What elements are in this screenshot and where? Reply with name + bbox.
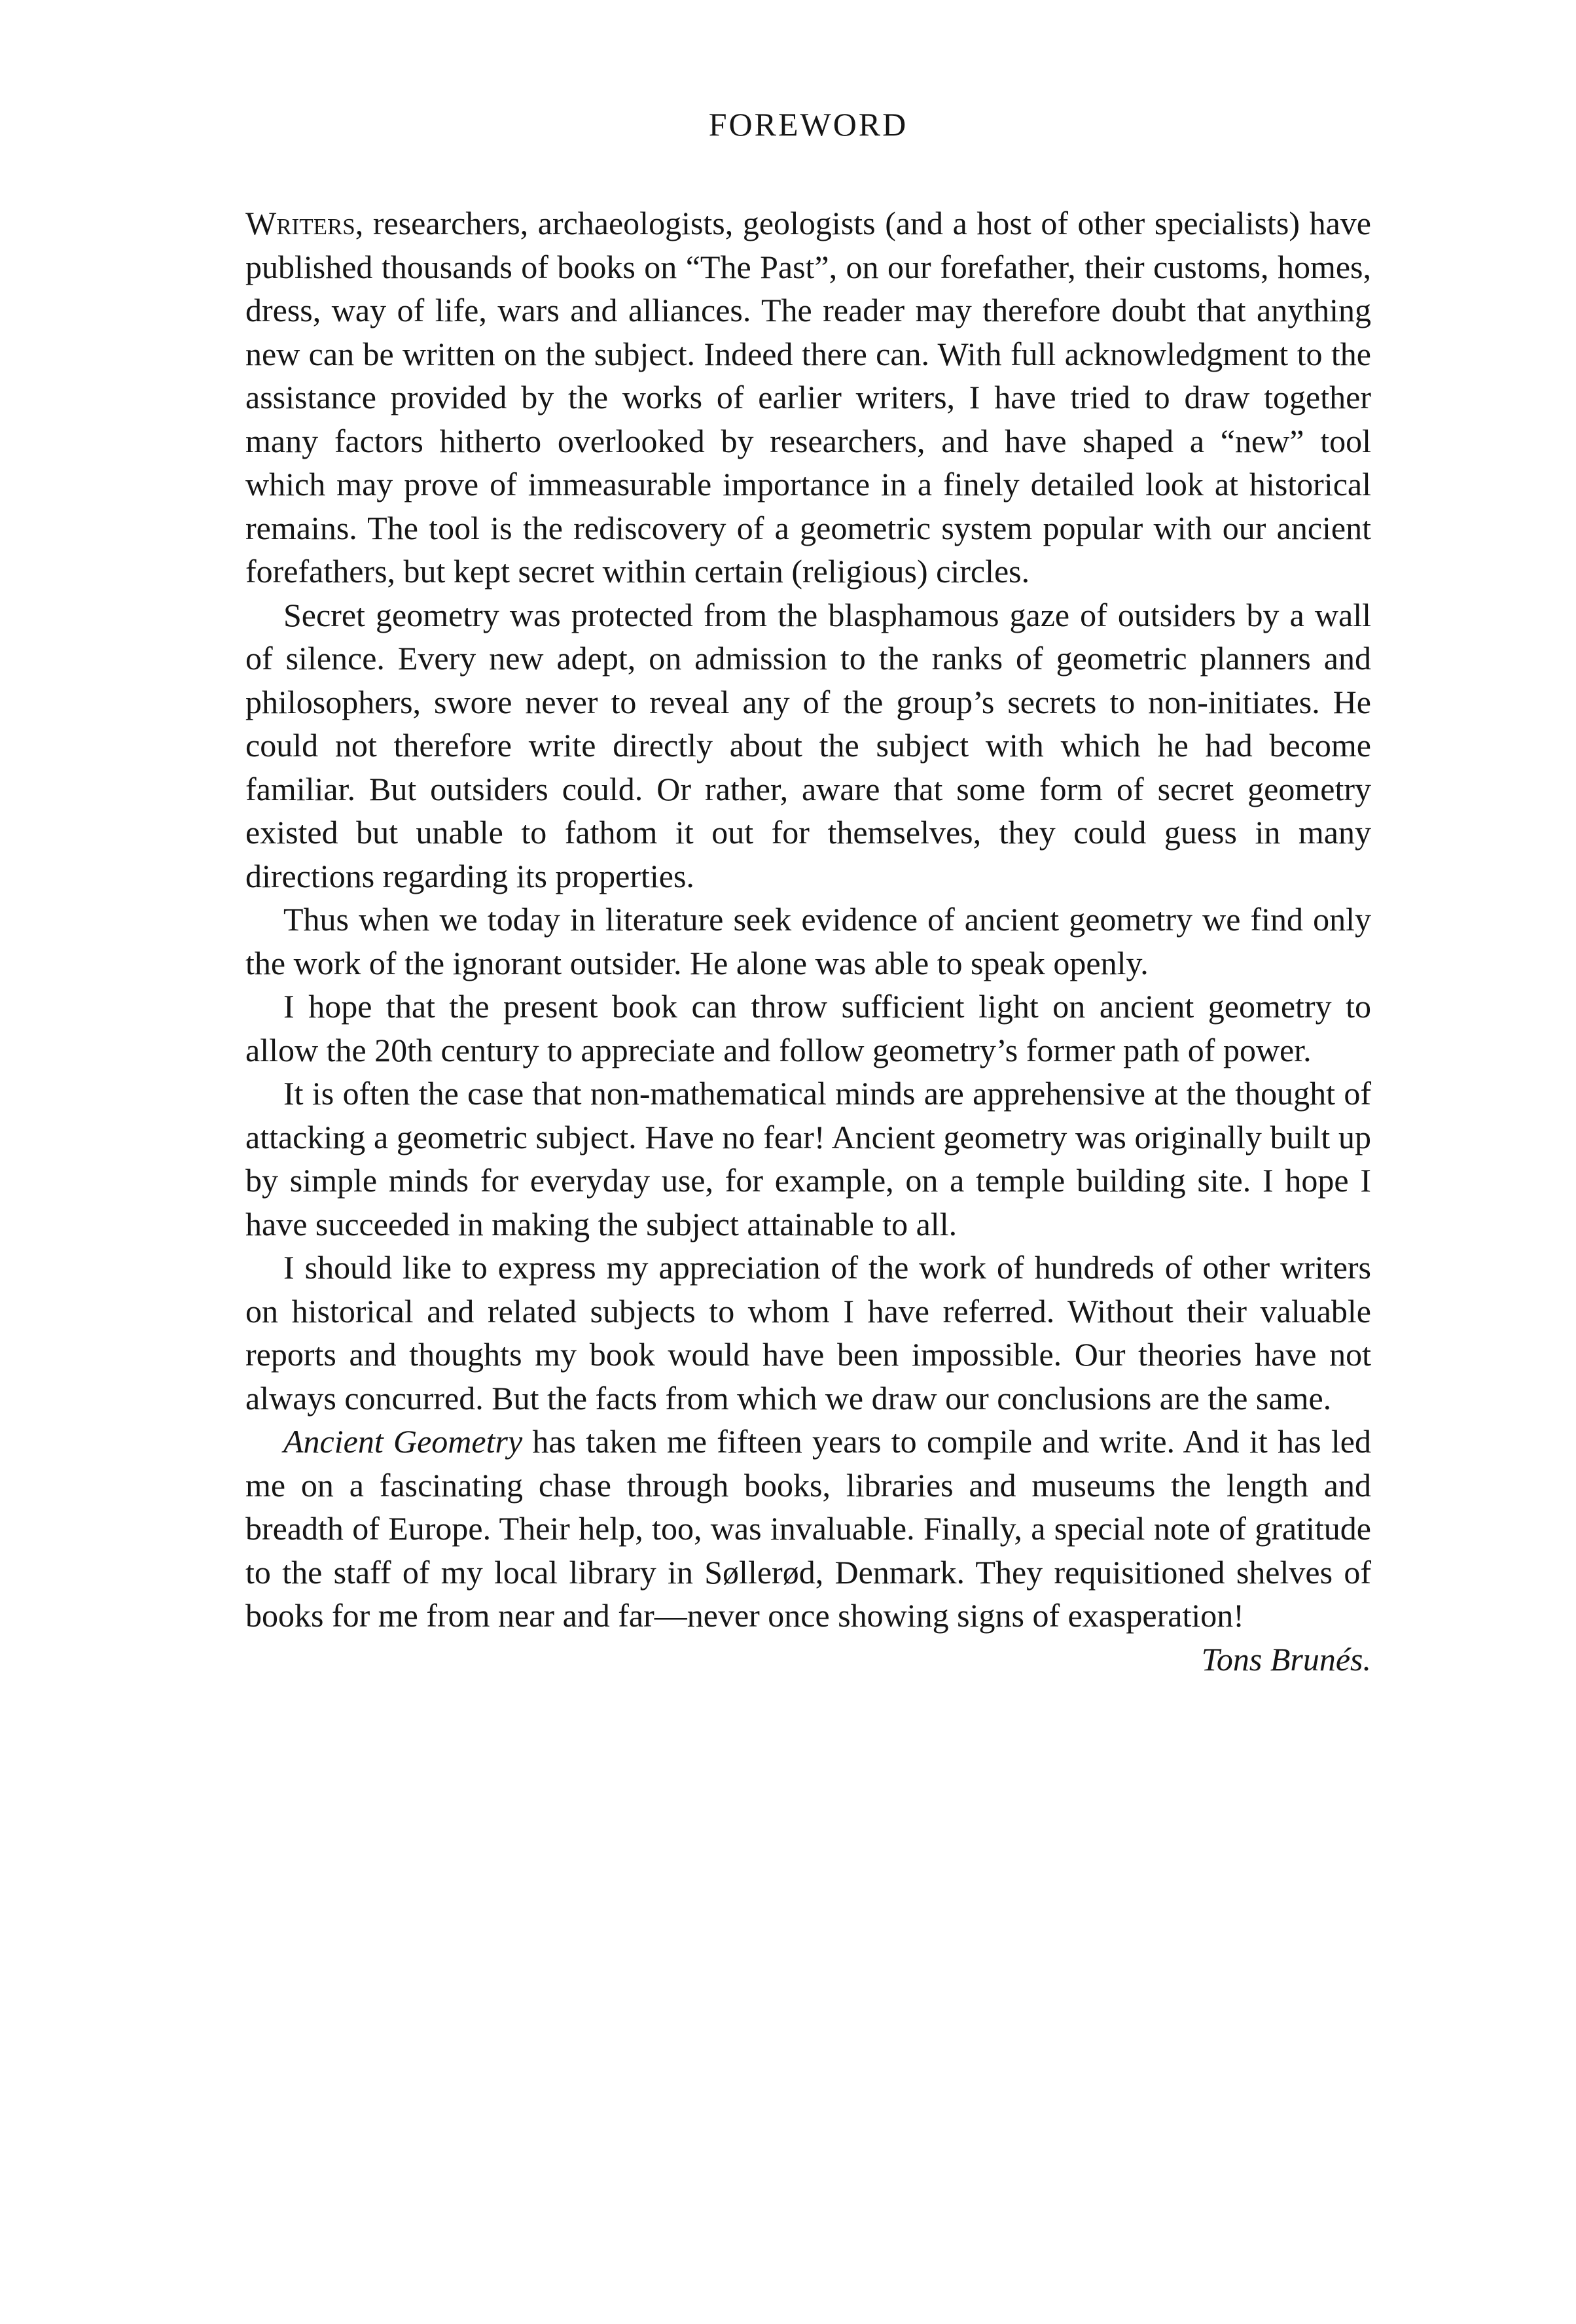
- paragraph-7-text: has taken me fifteen years to compile and write. And it has led me on a fascinating chase through books, libraries and museums the length and breadth of Europe. Their help, too, was invaluable. Finally, a special note of gratitude to the staff of my local library in Søllerød, Denmark. They requisitioned shelves of books for me from near and far—never once showing signs of exasperation!: [245, 1423, 1372, 1634]
- paragraph-4: I hope that the present book can throw sufficient light on ancient geometry to allow the 20th century to appreciate and follow geometry’s former path of power.: [245, 988, 1371, 1068]
- paragraph-5: It is often the case that non-mathematical minds are apprehensive at the thought of attacking a geometric subject. Have no fear! Ancient geometry was originally built up by simple minds for everyday use, for example, on a temple building site. I hope I have succeeded in making the subject attainable to all.: [245, 1075, 1371, 1242]
- author-signature: Tons Brunés.: [1201, 1640, 1371, 1678]
- paragraph-1-text: researchers, archaeologists, geologists (and a host of other specialists) have published thousands of books on “The Past”, on our forefather, their customs, homes, dress, way of life, wars and alliances. The reader may therefore doubt that anything new can be written on the subject. Indeed there can. With full acknowledgment to the assistance provided by the works of earlier writers, I have tried to draw together many factors hitherto overlooked by researchers, and have shaped a “new” tool which may prove of immeasurable importance in a finely detailed look at historical remains. The tool is the rediscovery of a geometric system popular with our ancient forefathers, but kept secret within certain (religious) circles.: [245, 205, 1371, 590]
- paragraph-1: [245, 202, 1371, 593]
- paragraph-7: [245, 1420, 1371, 1638]
- paragraph-2: Secret geometry was protected from the blasphamous gaze of outsiders by a wall of silence. Every new adept, on admission to the ranks of geometric planners and philosophers, swore never to reveal any of the group’s secrets to non-initiates. He could not therefore write directly about the subject with which he had become familiar. But outsiders could. Or rather, aware that some form of secret geometry existed but unable to fathom it out for themselves, they could guess in many directions regarding its properties.: [245, 596, 1371, 894]
- page-title: FOREWORD: [708, 106, 908, 143]
- paragraph-1-lead-word: Writers,: [245, 205, 364, 241]
- page-body: [245, 105, 1371, 1681]
- paragraph-3: Thus when we today in literature seek evidence of ancient geometry we find only the work of the ignorant outsider. He alone was able to speak openly.: [245, 901, 1371, 981]
- book-title: Ancient Geometry: [283, 1423, 523, 1460]
- paragraph-6: I should like to express my appreciation of the work of hundreds of other writers on historical and related subjects to whom I have referred. Without their valuable reports and thoughts my book would have been impossible. Our theories have not always concurred. But the facts from which we draw our conclusions are the same.: [245, 1249, 1371, 1417]
